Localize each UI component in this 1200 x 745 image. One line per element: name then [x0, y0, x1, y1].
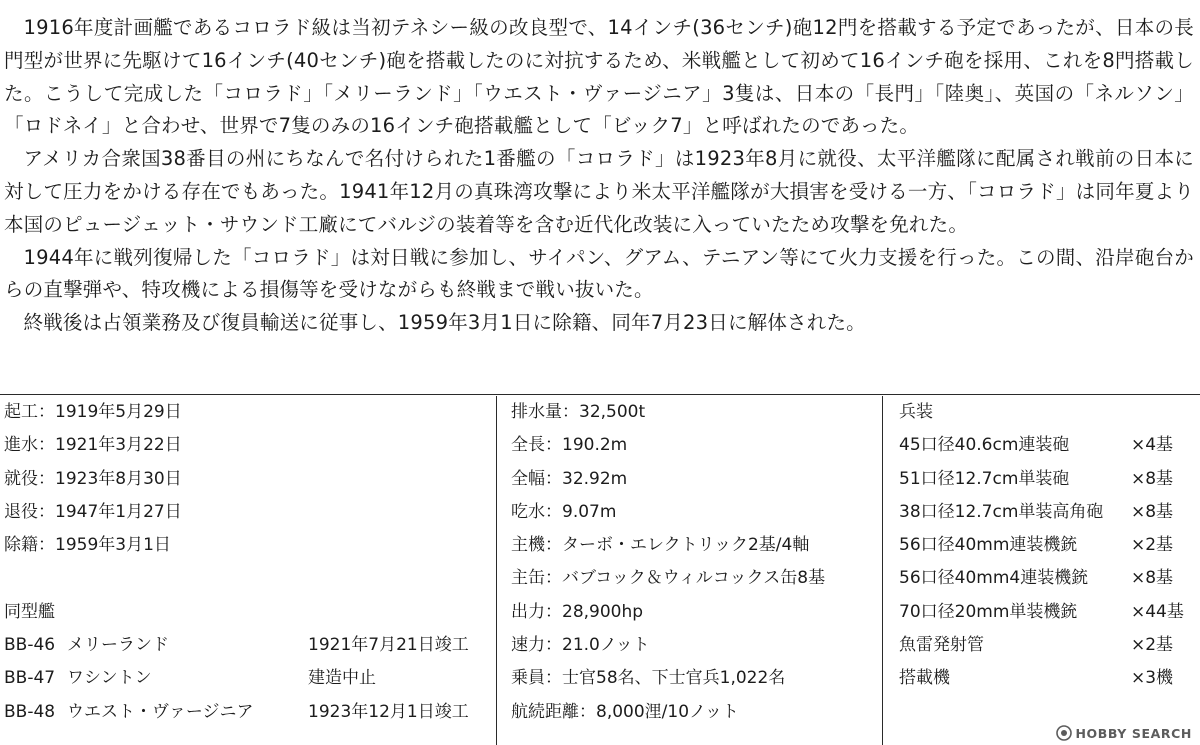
- weapon-name: 搭載機: [899, 668, 950, 689]
- weapon-count: ×8基: [1131, 501, 1174, 522]
- armament-heading: 兵装: [899, 402, 933, 422]
- ship-name: ワシントン: [67, 668, 152, 689]
- ship-status: 1923年12月1日竣工: [308, 701, 469, 722]
- spec-row: 出力：28,900hp: [511, 601, 644, 622]
- watermark: [1056, 725, 1192, 741]
- weapon-count: ×8基: [1131, 568, 1174, 589]
- specs-column: [497, 396, 883, 745]
- sister-ships-heading: 同型艦: [4, 601, 55, 622]
- spacer: [0, 562, 496, 595]
- weapon-count: ×44基: [1131, 601, 1184, 622]
- section-divider: [0, 394, 1200, 395]
- spec-row: 主機：ターボ・エレクトリック2基/4軸: [511, 535, 810, 556]
- history-row: 進水：1921年3月22日: [4, 435, 182, 456]
- weapon-count: ×2基: [1131, 535, 1174, 556]
- weapon-count: ×2基: [1131, 635, 1174, 656]
- armament-row: [883, 529, 1200, 562]
- spec-row: 全長：190.2m: [511, 435, 628, 456]
- armament-row: [883, 463, 1200, 496]
- weapon-name: 45口径40.6cm連装砲: [899, 435, 1070, 456]
- hull-number: BB-48: [4, 701, 56, 722]
- weapon-name: 70口径20mm単装機銃: [899, 601, 1078, 622]
- weapon-count: ×8基: [1131, 468, 1174, 489]
- spec-row: 航続距離：8,000浬/10ノット: [511, 701, 739, 722]
- history-column: [0, 396, 497, 745]
- spec-row: 乗員：士官58名、下士官兵1,022名: [511, 668, 786, 689]
- sister-ship-row: [0, 662, 496, 695]
- weapon-count: ×4基: [1131, 435, 1174, 456]
- paragraph: アメリカ合衆国38番目の州にちなんで名付けられた1番艦の「コロラド」は1923年8月に就役、太平洋艦隊に配属され戦前の日本に対して圧力をかける存在でもあった。1941年12月の真珠湾攻撃により米太平洋艦隊が大損害を受ける一方、「コロラド」は同年夏より本国のピュージェット・サウンド工廠にてバルジの装着等を含む近代化改装に入っていたため攻撃を免れた。: [4, 147, 1194, 236]
- hull-number: BB-47: [4, 668, 56, 689]
- weapon-name: 56口径40mm4連装機銃: [899, 568, 1089, 589]
- armament-row: [883, 629, 1200, 662]
- sister-ship-row: [0, 696, 496, 729]
- paragraph: 1916年度計画艦であるコロラド級は当初テネシー級の改良型で、14インチ(36センチ)砲12門を搭載する予定であったが、日本の長門型が世界に先駆けて16インチ(40センチ)砲を搭載したのに対抗するため、米戦艦として初めて16インチ砲を採用、これを8門搭載した。こうして完成した「コロラド」「メリーランド」「ウエスト・ヴァージニア」3隻は、日本の「長門」「陸奥」、英国の「ネルソン」「ロドネイ」と合わせ、世界で7隻のみの16インチ砲搭載艦として「ビック7」と呼ばれたのであった。: [4, 16, 1194, 138]
- weapon-name: 魚雷発射管: [899, 635, 984, 656]
- history-row: 就役：1923年8月30日: [4, 468, 182, 489]
- armament-row: [883, 429, 1200, 462]
- armament-column: [883, 396, 1200, 745]
- history-row: 起工：1919年5月29日: [4, 402, 182, 422]
- ship-status: 1921年7月21日竣工: [308, 635, 469, 656]
- paragraph: 1944年に戦列復帰した「コロラド」は対日戦に参加し、サイパン、グアム、テニアン等にて火力支援を行った。この間、沿岸砲台からの直撃弾や、特攻機による損傷等を受けながらも終戦まで戦い抜いた。: [4, 245, 1194, 302]
- history-row: 除籍：1959年3月1日: [4, 535, 171, 556]
- hobby-search-logo-icon: [1056, 725, 1072, 741]
- spec-row: 吃水：9.07m: [511, 501, 617, 522]
- spec-row: 速力：21.0ノット: [511, 635, 650, 656]
- ship-status: 建造中止: [308, 668, 376, 689]
- armament-row: [883, 662, 1200, 695]
- hull-number: BB-46: [4, 635, 56, 656]
- weapon-name: 51口径12.7cm単装砲: [899, 468, 1070, 489]
- paragraph: 終戦後は占領業務及び復員輸送に従事し、1959年3月1日に除籍、同年7月23日に解体された。: [23, 311, 866, 335]
- spec-row: 全幅：32.92m: [511, 468, 628, 489]
- weapon-name: 56口径40mm連装機銃: [899, 535, 1078, 556]
- armament-row: [883, 596, 1200, 629]
- spec-row: 主缶：バブコック＆ウィルコックス缶8基: [511, 568, 826, 589]
- ship-name: ウエスト・ヴァージニア: [67, 701, 254, 722]
- ship-name: メリーランド: [67, 635, 169, 656]
- weapon-count: ×3機: [1131, 668, 1174, 689]
- armament-row: [883, 562, 1200, 595]
- weapon-name: 38口径12.7cm単装高角砲: [899, 501, 1104, 522]
- watermark-text: HOBBY SEARCH: [1075, 725, 1192, 741]
- sister-ship-row: [0, 629, 496, 662]
- armament-row: [883, 496, 1200, 529]
- spec-row: 排水量：32,500t: [511, 402, 646, 422]
- history-row: 退役：1947年1月27日: [4, 501, 182, 522]
